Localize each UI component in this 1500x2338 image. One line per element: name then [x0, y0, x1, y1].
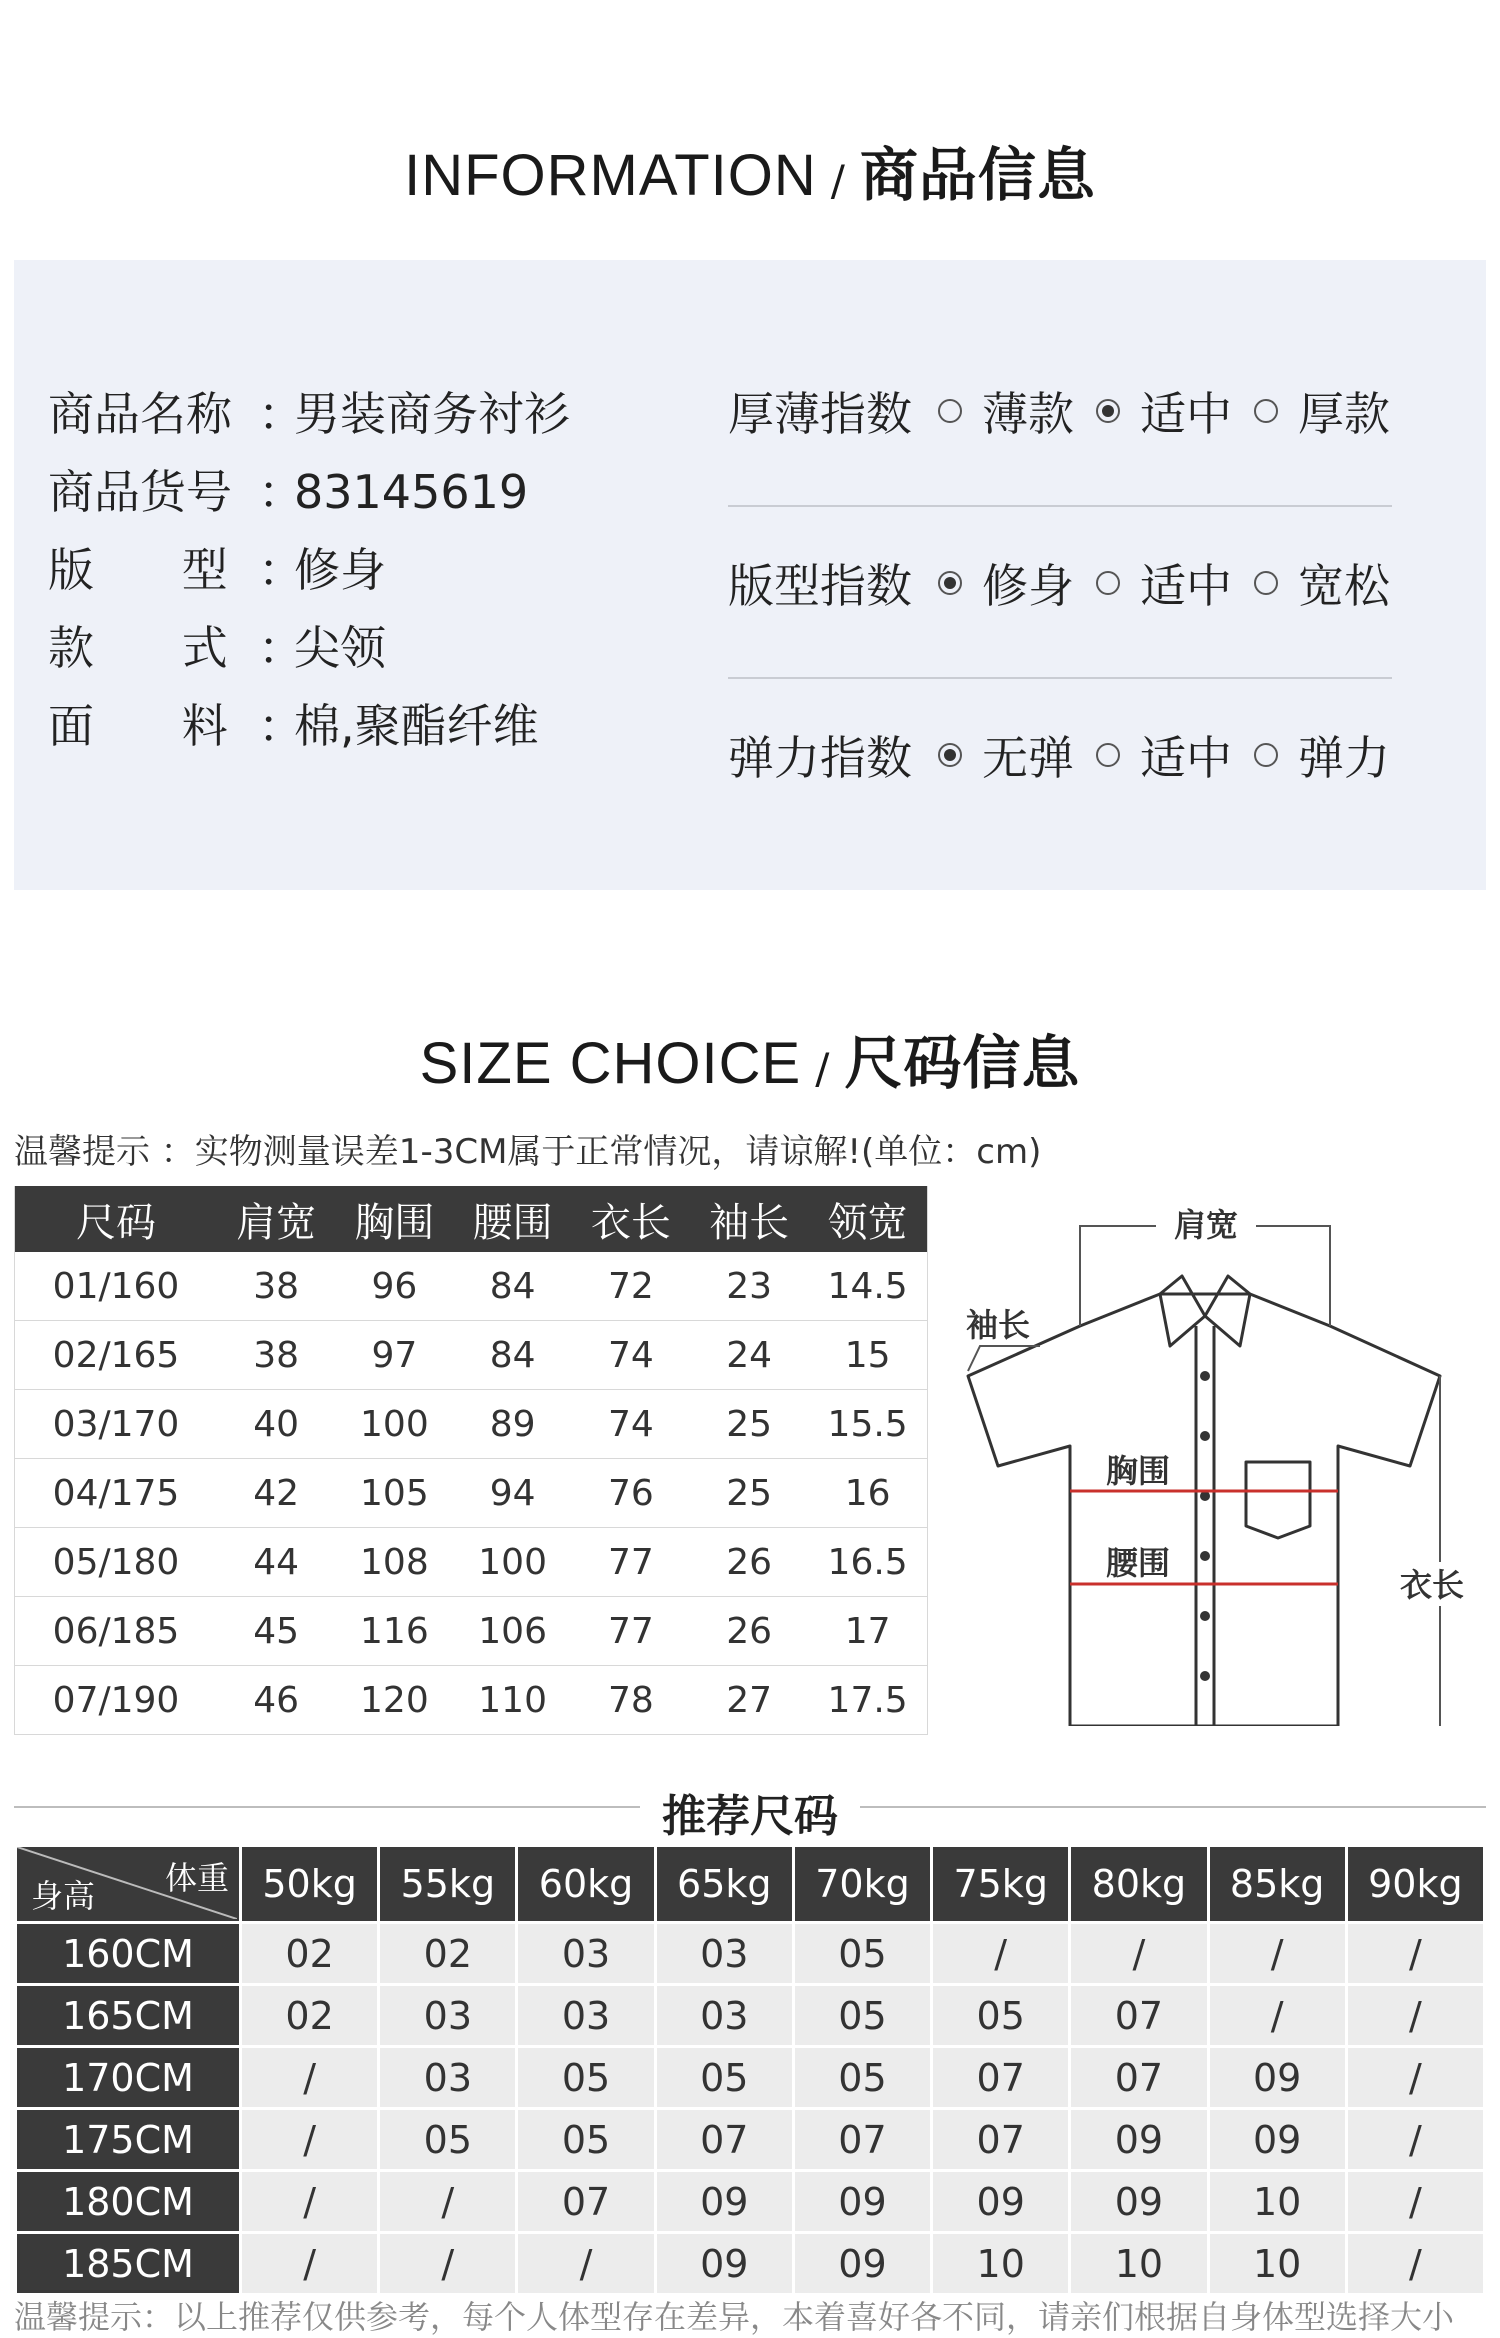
- height-header: 165CM: [17, 1986, 239, 2045]
- recommend-heading: [0, 1780, 1500, 1844]
- information-heading: [0, 128, 1500, 212]
- stretch-option-medium: 适中: [1096, 722, 1232, 788]
- size-choice-title-en: SIZE CHOICE: [419, 1031, 802, 1096]
- radio-icon: [1096, 571, 1120, 595]
- product-style-label: 款 式: [48, 621, 228, 675]
- table-row: 180CM / / 07 09 09 09 09 10 /: [17, 2172, 1483, 2231]
- header-sleeve: 袖长: [690, 1186, 808, 1252]
- weight-header: 90kg: [1348, 1847, 1483, 1921]
- height-header: 180CM: [17, 2172, 239, 2231]
- weight-header: 75kg: [933, 1847, 1068, 1921]
- thickness-option-thick: 厚款: [1254, 378, 1390, 444]
- radio-icon: [1096, 743, 1120, 767]
- thickness-option-medium: 适中: [1096, 378, 1232, 444]
- table-row: 185CM / / / 09 09 10 10 10 /: [17, 2234, 1483, 2293]
- fit-index-label: 版型指数: [728, 559, 912, 613]
- label-chest: 胸围: [1106, 1452, 1171, 1490]
- weight-header: 60kg: [518, 1847, 653, 1921]
- product-style-value: 尖领: [294, 621, 386, 675]
- product-fabric-label: 面 料: [48, 699, 228, 753]
- table-row: 160CM 02 02 03 03 05 / / / /: [17, 1924, 1483, 1983]
- header-shoulder: 肩宽: [217, 1186, 335, 1252]
- thickness-index-label: 厚薄指数: [728, 387, 912, 441]
- fit-option-loose: 宽松: [1254, 550, 1390, 616]
- label-length: 衣长: [1400, 1566, 1465, 1604]
- product-name-value: 男装商务衬衫: [294, 387, 570, 441]
- stretch-index-row: [728, 722, 1412, 788]
- product-fit-row: 版 型 ：修身: [48, 534, 386, 600]
- table-row: 03/170 40 100 89 74 25 15.5: [15, 1390, 928, 1459]
- weight-header: 70kg: [795, 1847, 930, 1921]
- radio-icon: [1254, 571, 1278, 595]
- table-row: 06/185 45 116 106 77 26 17: [15, 1597, 928, 1666]
- header-size: 尺码: [15, 1186, 218, 1252]
- size-table-header: [15, 1186, 928, 1252]
- product-sku-label: 商品货号: [48, 465, 232, 519]
- radio-selected-icon: [1096, 399, 1120, 423]
- table-row: 165CM 02 03 03 03 05 05 07 / /: [17, 1986, 1483, 2045]
- product-fabric-row: 面 料 ：棉,聚酯纤维: [48, 690, 539, 756]
- corner-cell: [17, 1847, 239, 1921]
- radio-selected-icon: [938, 743, 962, 767]
- shirt-buttons: [1200, 1371, 1210, 1681]
- recommend-header-row: [17, 1847, 1483, 1921]
- recommend-table: [14, 1844, 1486, 2296]
- header-chest: 胸围: [335, 1186, 453, 1252]
- label-shoulder: 肩宽: [1173, 1206, 1239, 1244]
- information-title-zh: 商品信息: [859, 141, 1096, 209]
- information-title-en: INFORMATION: [404, 143, 817, 208]
- fit-option-slim: 修身: [938, 550, 1074, 616]
- table-row: 175CM / 05 05 07 07 07 09 09 /: [17, 2110, 1483, 2169]
- product-name-label: 商品名称: [48, 387, 232, 441]
- product-fit-label: 版 型: [48, 543, 228, 597]
- table-row: 170CM / 03 05 05 05 07 07 09 /: [17, 2048, 1483, 2107]
- measurement-note: 温馨提示 ：实物测量误差1-3CM属于正常情况，请谅解!(单位：cm): [14, 1132, 1042, 1172]
- recommend-disclaimer: 温馨提示：以上推荐仅供参考，每个人体型存在差异，本着喜好各不同，请亲们根据自身体型选择大小: [14, 2298, 1455, 2336]
- stretch-index-label: 弹力指数: [728, 731, 912, 785]
- product-style-row: 款 式 ：尖领: [48, 612, 386, 678]
- thickness-option-thin: 薄款: [938, 378, 1074, 444]
- product-sku-value: 83145619: [294, 465, 529, 519]
- product-fit-value: 修身: [294, 543, 386, 597]
- size-choice-heading: [0, 1016, 1500, 1100]
- header-collar: 领宽: [808, 1186, 927, 1252]
- stretch-option-stretchy: 弹力: [1254, 722, 1390, 788]
- label-sleeve: 袖长: [966, 1306, 1031, 1344]
- product-sku-row: 商品货号 ：83145619: [48, 456, 528, 522]
- table-row: 02/165 38 97 84 74 24 15: [15, 1321, 928, 1390]
- thickness-index-row: [728, 378, 1412, 444]
- radio-selected-icon: [938, 571, 962, 595]
- table-row: 04/175 42 105 94 76 25 16: [15, 1459, 928, 1528]
- weight-header: 85kg: [1210, 1847, 1345, 1921]
- header-waist: 腰围: [454, 1186, 572, 1252]
- height-header: 170CM: [17, 2048, 239, 2107]
- height-header: 160CM: [17, 1924, 239, 1983]
- weight-header: 55kg: [380, 1847, 515, 1921]
- radio-icon: [1254, 743, 1278, 767]
- corner-height-label: 身高: [31, 1877, 96, 1915]
- weight-header: 65kg: [657, 1847, 792, 1921]
- table-row: 01/160 38 96 84 72 23 14.5: [15, 1252, 928, 1321]
- product-fabric-value: 棉,聚酯纤维: [294, 699, 539, 753]
- stretch-option-none: 无弹: [938, 722, 1074, 788]
- shirt-outline: [968, 1276, 1440, 1726]
- shirt-measurement-diagram: [960, 1186, 1480, 1726]
- fit-index-row: [728, 550, 1412, 616]
- height-header: 175CM: [17, 2110, 239, 2169]
- corner-weight-label: 体重: [164, 1859, 229, 1897]
- table-row: 07/190 46 120 110 78 27 17.5: [15, 1666, 928, 1735]
- heading-separator: /: [815, 1044, 831, 1093]
- weight-header: 80kg: [1071, 1847, 1206, 1921]
- label-waist: 腰围: [1106, 1544, 1171, 1582]
- fit-option-medium: 适中: [1096, 550, 1232, 616]
- weight-header: 50kg: [242, 1847, 377, 1921]
- height-header: 185CM: [17, 2234, 239, 2293]
- radio-icon: [1254, 399, 1278, 423]
- heading-separator: /: [830, 156, 846, 205]
- size-table: [14, 1186, 928, 1735]
- index-divider: [728, 677, 1392, 679]
- table-row: 05/180 44 108 100 77 26 16.5: [15, 1528, 928, 1597]
- radio-icon: [938, 399, 962, 423]
- size-choice-title-zh: 尺码信息: [844, 1029, 1081, 1097]
- product-name-row: 商品名称 ：男装商务衬衫: [48, 378, 570, 444]
- header-length: 衣长: [572, 1186, 690, 1252]
- recommend-title: 推荐尺码: [640, 1791, 860, 1842]
- index-divider: [728, 505, 1392, 507]
